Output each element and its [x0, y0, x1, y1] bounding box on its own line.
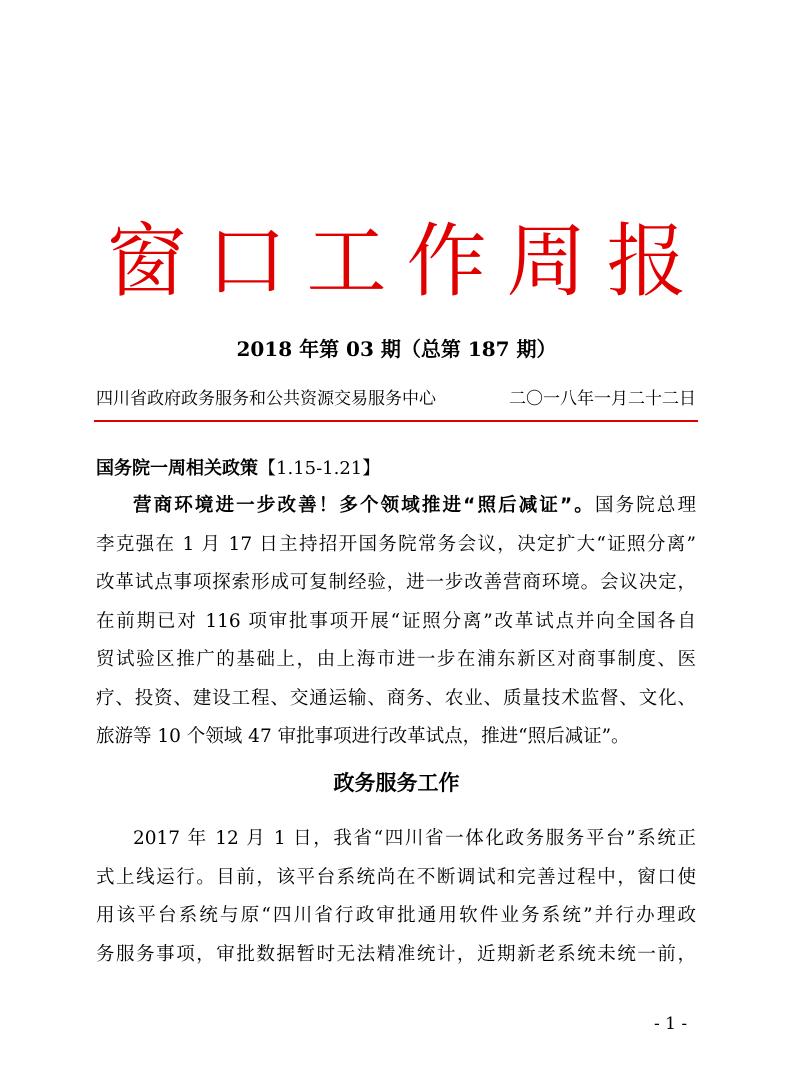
paragraph-line: 在前期已对 116 项审批事项开展“证照分离”改革试点并向全国各自 [96, 610, 696, 632]
paragraph-line: 务服务事项，审批数据暂时无法精准统计，近期新老系统未统一前， [96, 943, 696, 965]
paragraph-line: 旅游等 10 个领域 47 审批事项进行改革试点，推进“照后减证”。 [96, 726, 630, 747]
paragraph-line: 2017 年 12 月 1 日，我省“四川省一体化政务服务平台”系统正 [133, 828, 696, 849]
service-paragraph [96, 820, 696, 974]
paragraph-line: 疗、投资、建设工程、交通运输、商务、农业、质量技术监督、文化、 [96, 687, 696, 709]
masthead-title: 窗口工作周报 [106, 215, 707, 308]
publish-date: 二〇一八年一月二十二日 [509, 389, 696, 409]
section-heading [96, 454, 380, 484]
paragraph-line [96, 487, 696, 526]
publisher-line [96, 386, 696, 412]
paragraph-line: 改革试点事项探索形成可复制经验，进一步改善营商环境。会议决定， [96, 572, 696, 593]
paragraph-line: 李克强在 1 月 17 日主持招开国务院常务会议，决定扩大“证照分离” [96, 533, 696, 555]
section-heading-text: 国务院一周相关政策 [96, 458, 258, 479]
section-date-range: 【1.15-1.21】 [258, 458, 381, 479]
paragraph-line-text: 国务院总理 [594, 495, 696, 516]
section-title: 政务服务工作 [333, 771, 460, 795]
paragraph-line: 用该平台系统与原“四川省行政审批通用软件业务系统”并行办理政 [96, 905, 696, 926]
policy-paragraph [96, 487, 696, 757]
issue-number: 2018 年第 03 期（总第 187 期） [236, 337, 557, 361]
page-number: - 1 - [654, 1014, 688, 1034]
header-divider [94, 420, 698, 422]
paragraph-line: 式上线运行。目前，该平台系统尚在不断调试和完善过程中，窗口使 [96, 866, 696, 888]
paragraph-line: 贸试验区推广的基础上，由上海市进一步在浦东新区对商事制度、医 [96, 649, 696, 670]
paragraph-lead: 营商环境进一步改善！多个领域推进“照后减证”。 [133, 495, 595, 516]
publisher-organization: 四川省政府政务服务和公共资源交易服务中心 [96, 389, 436, 409]
